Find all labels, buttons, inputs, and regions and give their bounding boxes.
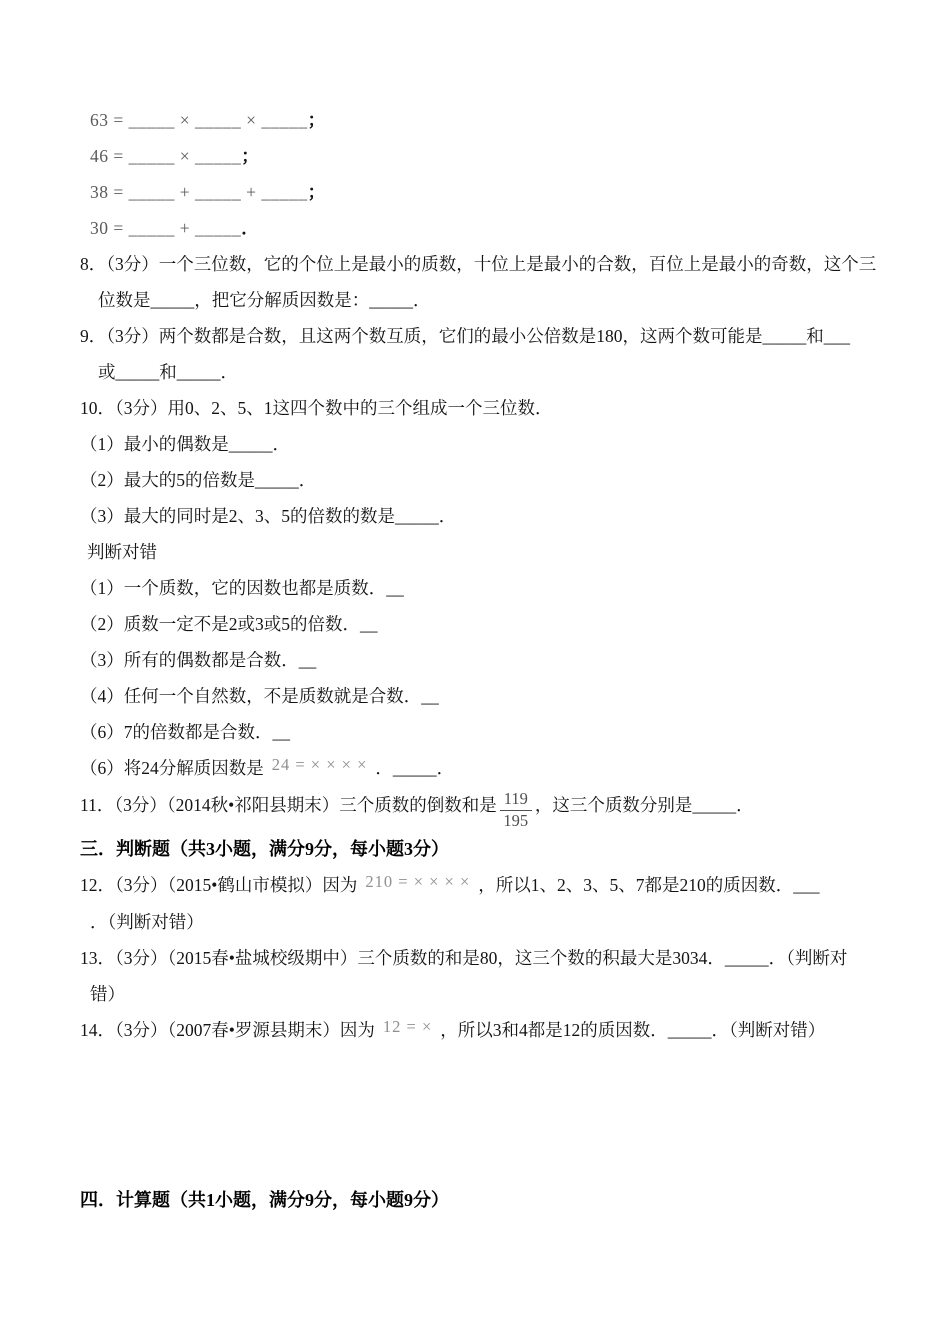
question-12-line-1 [80, 867, 912, 904]
question-14-text: 14．（3分）（2007春•罗源县期末）因为 [80, 1019, 375, 1040]
section-4-heading: 四．计算题（共1小题，满分9分，每小题9分） [80, 1189, 449, 1210]
question-10-item-2: （2）最大的5的倍数是_____． [80, 470, 317, 490]
question-14 [80, 1012, 912, 1049]
judge-item-1: （1）一个质数，它的因数也都是质数．__ [80, 578, 404, 598]
question-8-line-2: 位数是_____，把它分解质因数是：_____． [98, 290, 431, 310]
question-10-item-1: （1）最小的偶数是_____． [80, 434, 290, 454]
question-9-line-2: 或_____和_____． [98, 362, 238, 382]
question-12-tail: ，所以1、2、3、5、7都是210的质因数．___ [478, 874, 820, 895]
equation-46-punctuation: ； [241, 146, 259, 166]
fraction-numerator: 119 [500, 790, 532, 811]
question-12-line-2: ．（判断对错） [90, 911, 204, 932]
equation-38-punctuation: ； [307, 182, 326, 202]
question-14-formula: 12 = × [382, 1016, 433, 1036]
equation-30-formula: 30 = _____ + _____ [90, 218, 242, 238]
equation-line-46 [80, 138, 912, 174]
equation-30-punctuation: ． [241, 218, 259, 238]
question-13-line-2: 错） [90, 983, 125, 1004]
judge-item-5: （6）7的倍数都是合数．__ [80, 722, 290, 742]
judge-item-3: （3）所有的偶数都是合数．__ [80, 650, 317, 670]
fraction-119-195 [500, 790, 532, 831]
equation-line-30 [80, 210, 912, 246]
judge-item-2: （2）质数一定不是2或3或5的倍数．__ [80, 614, 378, 634]
question-11 [80, 787, 912, 831]
question-11-tail: ，这三个质数分别是_____． [534, 795, 754, 815]
judge-item-4: （4）任何一个自然数，不是质数就是合数．__ [80, 686, 439, 706]
question-11-text: 11．（3分）（2014秋•祁阳县期末）三个质数的倒数和是 [80, 795, 497, 815]
equation-63-punctuation: ； [307, 110, 326, 130]
judge-item-6-text: （6）将24分解质因数是 [80, 758, 264, 778]
question-9-line-1: 9．（3分）两个数都是合数，且这两个数互质，它们的最小公倍数是180，这两个数可能是_____和___ [80, 326, 850, 346]
question-13-line-1: 13．（3分）（2015春•盐城校级期中）三个质数的和是80，这三个数的积最大是3034．_____．（判断对 [80, 947, 848, 968]
question-14-tail: ，所以3和4都是12的质因数．_____．（判断对错） [440, 1019, 826, 1040]
question-12-text: 12．（3分）（2015•鹤山市模拟）因为 [80, 874, 358, 895]
section-3-heading: 三．判断题（共3小题，满分9分，每小题3分） [80, 838, 449, 859]
question-12-formula: 210 = × × × × [365, 871, 471, 891]
equation-line-63 [80, 102, 912, 138]
equation-line-38 [80, 174, 912, 210]
judge-section-title: 判断对错 [87, 542, 157, 562]
judge-item-6-tail: ．_____． [375, 758, 455, 778]
equation-38-formula: 38 = _____ + _____ + _____ [90, 182, 308, 202]
question-10-item-3: （3）最大的同时是2、3、5的倍数的数是_____． [80, 506, 457, 526]
judge-item-6-formula: 24 = × × × × [271, 755, 368, 774]
question-8-line-1: 8．（3分）一个三位数，它的个位上是最小的质数，十位上是最小的合数，百位上是最小的奇数，这个三 [80, 254, 877, 274]
equation-63-formula: 63 = _____ × _____ × _____ [90, 110, 308, 130]
fraction-denominator: 195 [503, 811, 529, 830]
equation-46-formula: 46 = _____ × _____ [90, 146, 242, 166]
question-10-stem: 10．（3分）用0、2、5、1这四个数中的三个组成一个三位数． [80, 398, 553, 418]
judge-item-6 [80, 750, 912, 787]
